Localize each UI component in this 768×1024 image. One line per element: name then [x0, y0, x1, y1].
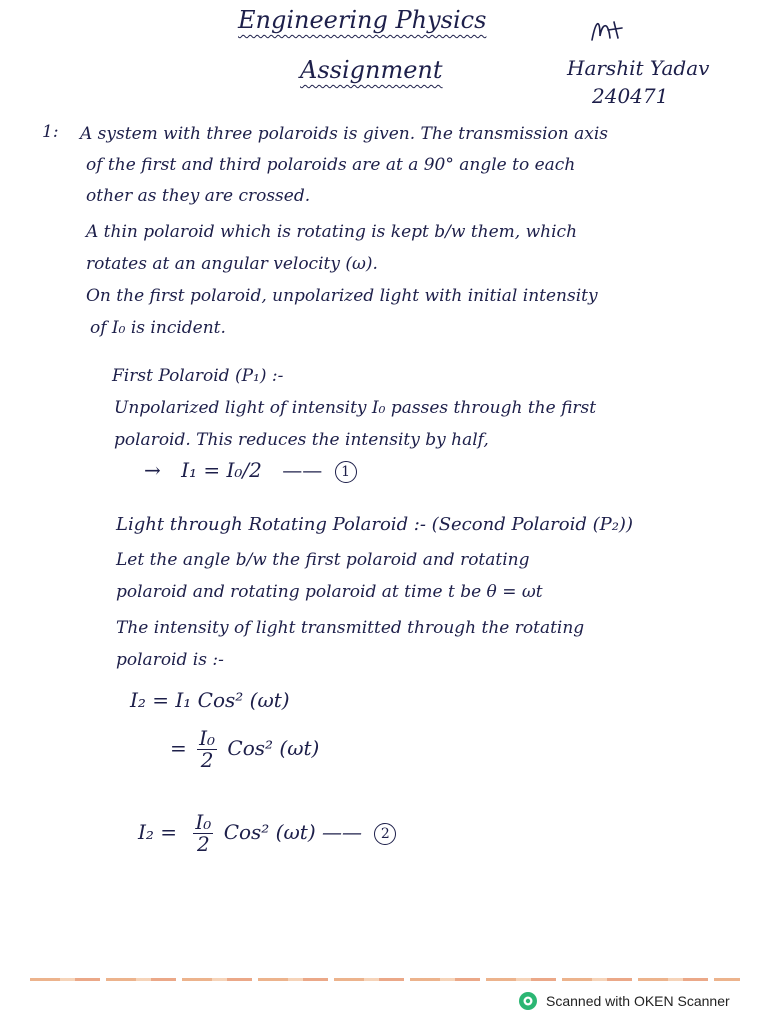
section-heading: Light through Rotating Polaroid :- (Second Polaroid (P₂)) [116, 514, 633, 535]
arrow-icon: → [144, 458, 161, 482]
section-text-line: The intensity of light transmitted through the rotating [116, 618, 585, 638]
equation-2: I₂ = I₁ Cos² (ωt) [130, 688, 290, 712]
student-name: Harshit Yadav [567, 56, 710, 80]
section-text-line: Let the angle b/w the first polaroid and rotating [116, 550, 530, 570]
signature [588, 14, 628, 48]
question-number: 1: [42, 122, 59, 142]
fraction-numerator: I₀ [195, 810, 212, 834]
section-text-line: polaroid and rotating polaroid at time t be θ = ωt [116, 582, 543, 602]
fraction [197, 728, 217, 771]
section-text-line: Unpolarized light of intensity I₀ passes through the first [114, 398, 597, 418]
equation-text: I₂ = [138, 820, 178, 844]
equation-text: Cos² (ωt) —— [223, 820, 362, 844]
section-text-line: polaroid is :- [116, 650, 224, 670]
roll-number: 240471 [592, 84, 669, 108]
question-text-line: On the first polaroid, unpolarized light with initial intensity [86, 286, 598, 306]
question-text-line: other as they are crossed. [86, 186, 311, 206]
assignment-subject-title: Engineering Physics [238, 6, 487, 34]
oken-scanner-logo-icon [518, 991, 538, 1011]
question-text-line: of I₀ is incident. [90, 318, 226, 338]
question-text-line: of the first and third polaroids are at a 90° angle to each [86, 155, 576, 175]
section-text-line: polaroid. This reduces the intensity by half, [114, 430, 489, 450]
question-text-line: A thin polaroid which is rotating is kept b/w them, which [86, 222, 578, 242]
equation-tag: 2 [374, 823, 396, 845]
equation-tag: 1 [335, 461, 357, 483]
question-text-line: A system with three polaroids is given. The transmission axis [80, 124, 608, 144]
section-heading: First Polaroid (P₁) :- [112, 366, 284, 386]
equation-equals: = [170, 736, 187, 760]
equation-4 [138, 812, 396, 855]
fraction-denominator: 2 [200, 748, 214, 772]
scanner-watermark-text: Scanned with OKEN Scanner [546, 993, 730, 1009]
fraction-denominator: 2 [197, 832, 210, 856]
assignment-title: Assignment [300, 56, 443, 84]
scan-edge-line [30, 978, 740, 981]
scanner-watermark [518, 991, 730, 1011]
equation-text: Cos² (ωt) [227, 736, 320, 760]
equation-1 [144, 458, 357, 483]
equation-text: I₁ = I₀/2 [181, 458, 262, 482]
equation-dash: —— [282, 458, 323, 482]
fraction [193, 812, 213, 855]
equation-3 [170, 728, 319, 771]
fraction-numerator: I₀ [199, 726, 216, 750]
question-text-line: rotates at an angular velocity (ω). [86, 254, 378, 274]
